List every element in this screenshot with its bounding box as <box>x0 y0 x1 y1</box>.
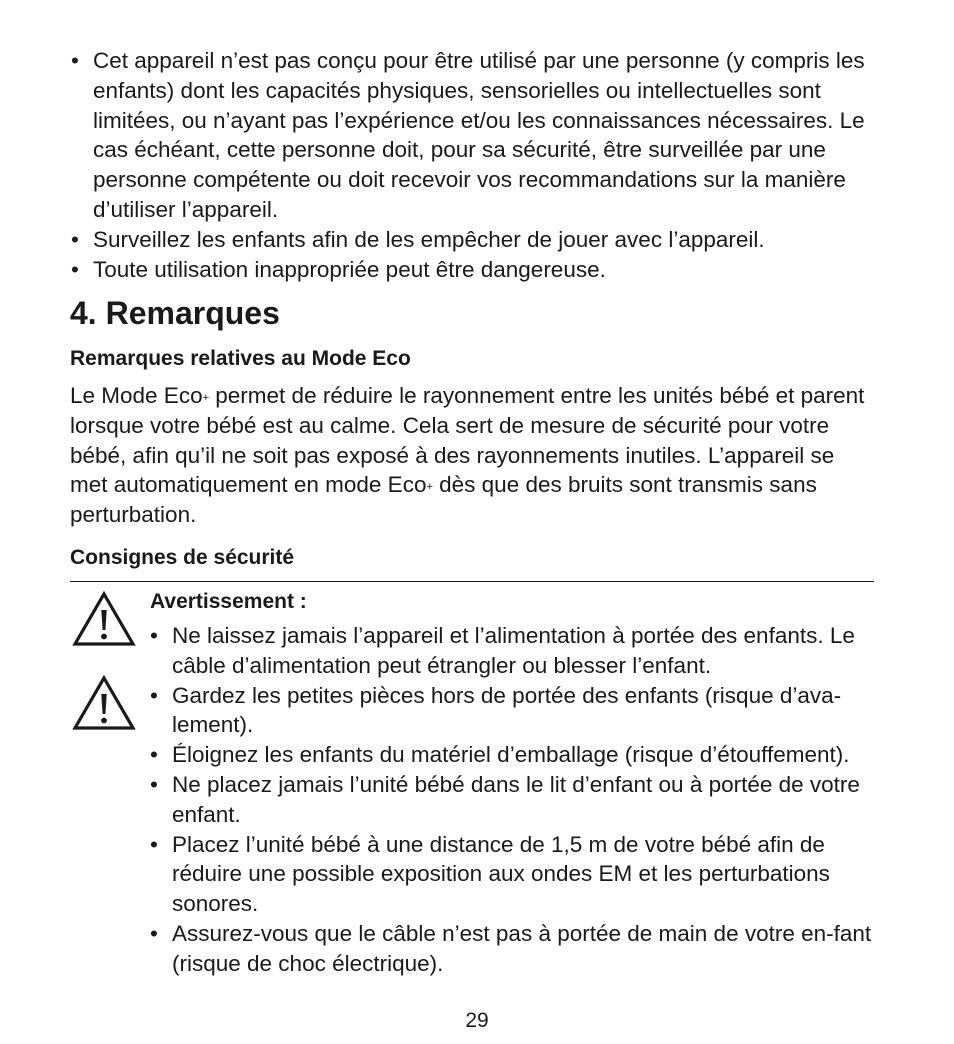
list-item: • Ne placez jamais l’unité bébé dans le lit d’enfant ou à portée de votre enfant. <box>172 770 877 830</box>
list-item: • Éloignez les enfants du matériel d’emballage (risque d’étouffement). <box>172 740 877 770</box>
list-item: • Surveillez les enfants afin de les empêcher de jouer avec l’appareil. <box>93 225 893 255</box>
warning-triangle-icon <box>72 674 136 732</box>
eco-mode-paragraph <box>70 381 870 530</box>
superscript-plus: + <box>426 481 433 494</box>
list-item: • Toute utilisation inappropriée peut être dangereuse. <box>93 255 893 285</box>
eco-text-part: dès que des bruits sont transmis sans perturbation. <box>70 472 817 528</box>
divider <box>70 581 874 582</box>
intro-bullet-list <box>93 46 893 284</box>
superscript-plus: + <box>202 392 210 404</box>
list-item: • Placez l’unité bébé à une distance de 1,5 m de votre bébé afin de réduire une possible exposition aux ondes EM et les perturbations sonores. <box>172 830 877 919</box>
list-item: • Assurez-vous que le câble n’est pas à portée de main de votre en-fant (risque de choc électrique). <box>172 919 877 979</box>
safety-heading: Consignes de sécurité <box>70 546 295 569</box>
warning-triangle-icon <box>72 590 136 648</box>
list-item: • Cet appareil n’est pas conçu pour être utilisé par une personne (y compris les enfants) dont les capacités physiques, sensorielles ou intellectuelles sont limitées, ou n’ayant pas l’expérience et/ou les connaissances nécessaires. Le cas échéant, cette personne doit, pour sa sécurité, être surveillée par une personne compétente ou doit recevoir vos recommandations sur la manière d’utiliser l’appareil. <box>93 46 893 225</box>
section-title: 4. Remarques <box>70 295 280 331</box>
page-number: 29 <box>465 1009 489 1032</box>
eco-text-part: permet de réduire le rayonnement entre les unités bébé et parent lorsque votre bébé est au calme. Cela sert de mesure de sécurité pour votre bébé, afin qu’il ne soit pas exposé à des rayonnements inutiles. L’appareil se met automatiquement en mode Eco <box>70 383 865 498</box>
safety-bullet-list <box>172 621 877 979</box>
warning-title: Avertissement : <box>150 590 307 613</box>
eco-text-part: Le Mode Eco <box>70 383 203 408</box>
list-item: • Ne laissez jamais l’appareil et l’alimentation à portée des enfants. Le câble d’alimentation peut étrangler ou blesser l’enfant. <box>172 621 877 681</box>
eco-mode-heading: Remarques relatives au Mode Eco <box>70 347 411 370</box>
list-item: • Gardez les petites pièces hors de portée des enfants (risque d’ava-lement). <box>172 681 877 741</box>
